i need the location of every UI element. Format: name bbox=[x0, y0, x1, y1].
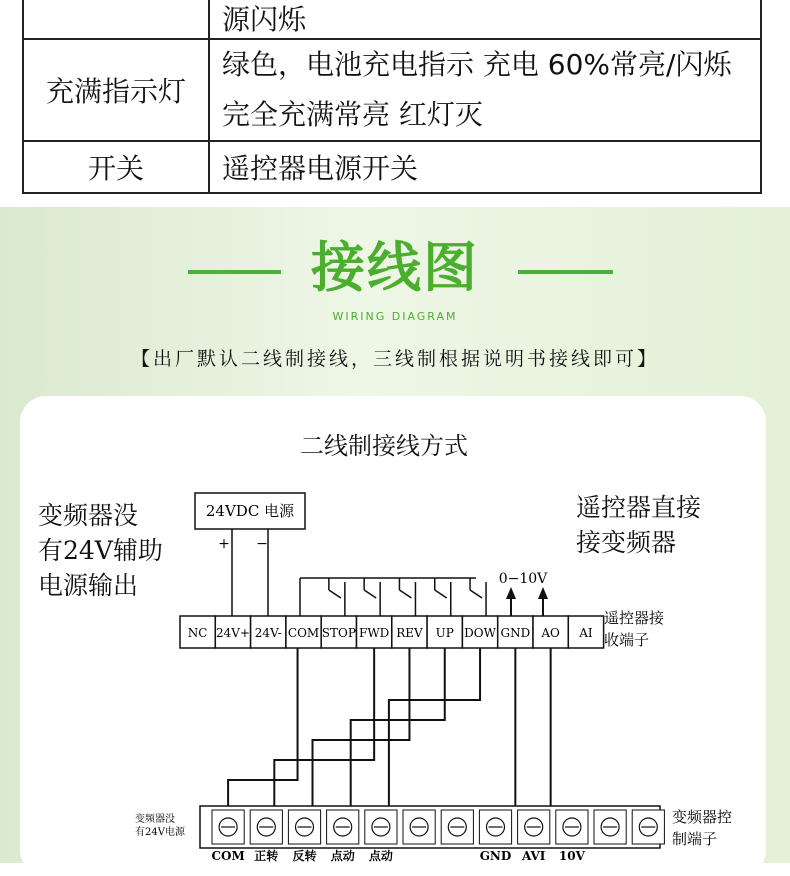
spec-key: 充满指示灯 bbox=[23, 39, 209, 141]
section-title: 接线图 bbox=[311, 236, 479, 299]
vfd-terminal-text: COM bbox=[211, 849, 245, 863]
section-note: 【出厂默认二线制接线，三线制根据说明书接线即可】 bbox=[130, 348, 659, 370]
vfd-terminal-text: GND bbox=[479, 849, 512, 863]
plus-sign: + bbox=[218, 536, 230, 552]
spec-value-line: 完全充满常亮 红灯灭 bbox=[222, 98, 483, 131]
vfd-terminal-text: 10V bbox=[558, 849, 585, 863]
minus-sign: − bbox=[256, 536, 268, 552]
arrow-icon bbox=[538, 587, 548, 599]
left-note-line: 有24V辅助 bbox=[38, 536, 163, 565]
vfd-terminal-strip bbox=[200, 806, 664, 863]
remote-terminal-text: AO bbox=[541, 626, 560, 640]
left-note-line: 电源输出 bbox=[38, 571, 139, 600]
right-note-line: 接变频器 bbox=[576, 528, 677, 557]
vfd-terminal-text: 反转 bbox=[292, 849, 317, 863]
spec-value: 源闪烁 bbox=[209, 0, 761, 39]
left-note-line: 变频器没 bbox=[38, 501, 139, 530]
remote-terminal-text: GND bbox=[500, 626, 531, 640]
remote-terminal-text: AI bbox=[579, 626, 593, 640]
power-supply-label: 24VDC 电源 bbox=[205, 502, 295, 520]
remote-terminal-strip bbox=[180, 616, 604, 648]
diagram-title: 二线制接线方式 bbox=[300, 432, 468, 460]
spec-key: 开关 bbox=[23, 141, 209, 193]
section-subtitle: WIRING DIAGRAM bbox=[332, 310, 458, 323]
switch-contact bbox=[399, 590, 411, 598]
wire bbox=[274, 648, 374, 806]
remote-terminal-label: 收端子 bbox=[604, 631, 650, 649]
remote-terminal-text: UP bbox=[435, 626, 454, 640]
remote-terminal-text: COM bbox=[287, 626, 320, 640]
vfd-left-label: 变频器没 bbox=[135, 814, 175, 825]
switch-contact bbox=[329, 590, 341, 598]
vfd-terminal-text: 点动 bbox=[368, 849, 393, 863]
remote-terminal-text: FWD bbox=[359, 626, 390, 640]
vfd-terminal-label: 制端子 bbox=[672, 830, 718, 848]
vfd-left-label: 有24V电源 bbox=[135, 827, 185, 838]
vfd-terminal-label: 变频器控 bbox=[672, 808, 733, 826]
vfd-terminal-text: 正转 bbox=[254, 849, 279, 863]
wire bbox=[389, 648, 480, 806]
remote-terminal-text: 24V- bbox=[254, 626, 282, 640]
switch-contact bbox=[435, 590, 447, 598]
spec-value-line: 绿色，电池充电指示 充电 60%常亮/闪烁 bbox=[222, 48, 732, 81]
remote-terminal-text: STOP bbox=[321, 626, 356, 640]
wire bbox=[313, 648, 410, 806]
switch-group bbox=[329, 578, 486, 616]
vfd-terminal-text: 点动 bbox=[330, 849, 355, 863]
spec-value: 遥控器电源开关 bbox=[209, 141, 761, 193]
arrow-icon bbox=[506, 587, 516, 599]
switch-contact bbox=[364, 590, 376, 598]
remote-terminal-label: 遥控器接 bbox=[604, 609, 665, 627]
wire bbox=[228, 648, 297, 806]
remote-terminal-text: 24V+ bbox=[215, 626, 250, 640]
remote-terminal-text: DOW bbox=[464, 626, 496, 640]
analog-range-label: 0−10V bbox=[498, 571, 548, 587]
wire bbox=[351, 648, 445, 806]
remote-terminal-text: NC bbox=[187, 626, 208, 640]
connection-wires bbox=[228, 648, 551, 806]
remote-terminal-text: REV bbox=[396, 626, 423, 640]
switch-contact bbox=[470, 590, 482, 598]
right-note-line: 遥控器直接 bbox=[576, 493, 702, 522]
vfd-terminal-text: AVI bbox=[522, 849, 546, 863]
